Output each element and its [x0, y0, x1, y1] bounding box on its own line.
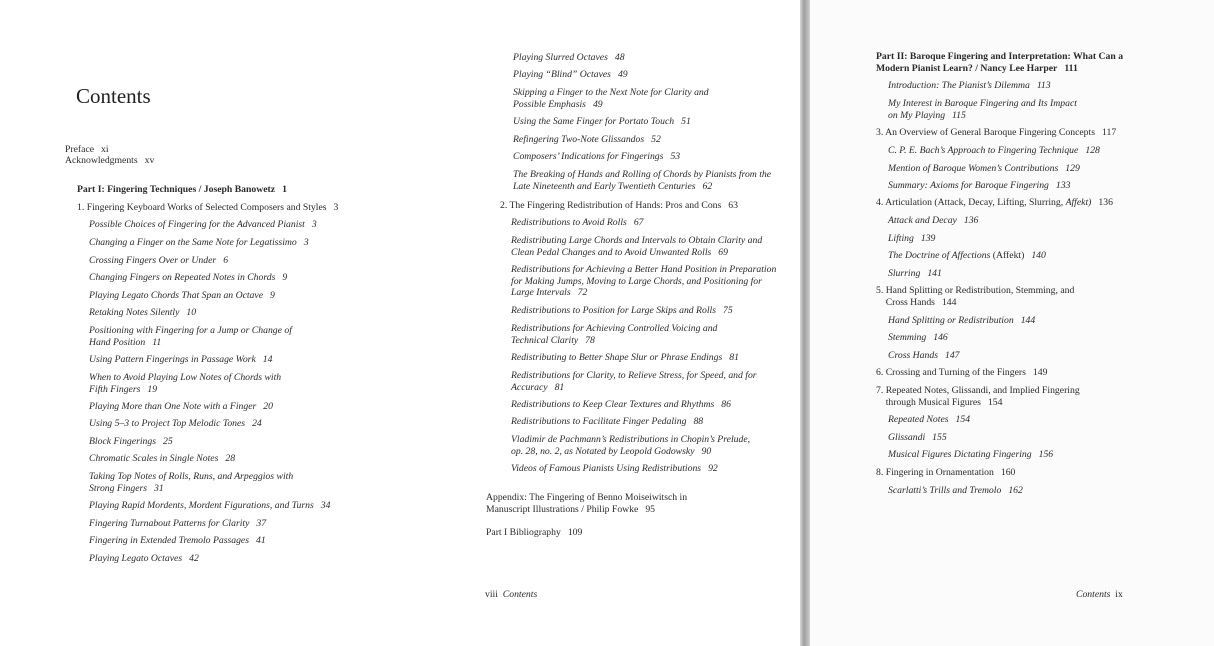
chapter-entry: 3. An Overview of General Baroque Fingering Concepts 117: [876, 127, 1117, 138]
toc-subentry: Skipping a Finger to the Next Note for Clarity and Possible Emphasis 49: [513, 87, 709, 110]
toc-subentry: Refingering Two-Note Glissandos 52: [513, 134, 661, 145]
toc-subentry: Redistributions for Achieving Controlled Voicing and Technical Clarity 78: [511, 323, 718, 346]
toc-subentry: Using 5–3 to Project Top Melodic Tones 24: [89, 418, 262, 429]
toc-subentry: Hand Splitting or Redistribution 144: [888, 315, 1036, 326]
toc-subentry: Vladimir de Pachmann’s Redistributions in Chopin’s Prelude, op. 28, no. 2, as Notated by Leopold Godowsky 90: [511, 434, 751, 457]
toc-subentry: Redistributions to Position for Large Skips and Rolls 75: [511, 305, 733, 316]
page-footer-right: Contents ix: [1076, 589, 1123, 600]
bibliography-entry: Part I Bibliography 109: [486, 527, 583, 538]
toc-subentry: Fingering in Extended Tremolo Passages 41: [89, 535, 266, 546]
toc-subentry: Playing Slurred Octaves 48: [513, 52, 625, 63]
toc-subentry: Introduction: The Pianist’s Dilemma 113: [888, 80, 1051, 91]
toc-subentry: Using the Same Finger for Portato Touch 51: [513, 116, 691, 127]
toc-entry-preface: Preface xi: [65, 144, 109, 155]
toc-subentry: Playing Legato Octaves 42: [89, 553, 199, 564]
page-footer-left: viii Contents: [485, 589, 538, 600]
toc-subentry: Chromatic Scales in Single Notes 28: [89, 453, 236, 464]
toc-subentry: Retaking Notes Silently 10: [89, 307, 197, 318]
toc-subentry: Stemming 146: [888, 332, 948, 343]
toc-subentry: Videos of Famous Pianists Using Redistributions 92: [511, 463, 718, 474]
chapter-entry: 6. Crossing and Turning of the Fingers 149: [876, 367, 1048, 378]
toc-subentry: Lifting 139: [888, 233, 936, 244]
toc-subentry: Crossing Fingers Over or Under 6: [89, 255, 229, 266]
middle-page: [403, 0, 803, 646]
book-gutter: [800, 0, 810, 646]
toc-subentry: Playing Rapid Mordents, Mordent Figurations, and Turns 34: [89, 500, 331, 511]
right-page: [810, 0, 1214, 646]
toc-subentry: Redistributions to Keep Clear Textures and Rhythms 86: [511, 399, 731, 410]
chapter-entry: 4. Articulation (Attack, Decay, Lifting, Slurring, Affekt) 136: [876, 197, 1113, 208]
toc-subentry: Changing a Finger on the Same Note for Legatissimo 3: [89, 237, 309, 248]
part-heading: Part II: Baroque Fingering and Interpretation: What Can a Modern Pianist Learn? / Nancy Lee Harper 111: [876, 51, 1124, 74]
toc-subentry: Scarlatti’s Trills and Tremolo 162: [888, 485, 1023, 496]
toc-subentry: Taking Top Notes of Rolls, Runs, and Arpeggios with Strong Fingers 31: [89, 471, 294, 494]
toc-subentry: Playing More than One Note with a Finger 20: [89, 401, 273, 412]
contents-title: Contents: [76, 84, 151, 108]
toc-subentry: Glissandi 155: [888, 432, 947, 443]
toc-subentry: Repeated Notes 154: [888, 414, 971, 425]
toc-subentry: Positioning with Fingering for a Jump or Change of Hand Position 11: [89, 325, 292, 348]
toc-subentry: Redistributing Large Chords and Intervals to Obtain Clarity and Clean Pedal Changes and to Avoid Unwanted Rolls 69: [511, 235, 763, 258]
toc-subentry: Playing “Blind” Octaves 49: [513, 69, 628, 80]
toc-subentry: Fingering Turnabout Patterns for Clarity 37: [89, 518, 267, 529]
appendix-entry: Appendix: The Fingering of Benno Moiseiwitsch in Manuscript Illustrations / Philip Fowke 95: [486, 492, 688, 515]
toc-subentry: Redistributions for Achieving a Better Hand Position in Preparation for Making Jumps, Moving to Large Chords, and Positioning for Large Intervals 72: [511, 264, 777, 298]
toc-subentry: Playing Legato Chords That Span an Octave 9: [89, 290, 275, 301]
toc-entry-acknowledgments: Acknowledgments xv: [65, 155, 155, 166]
left-page: [0, 0, 403, 646]
part-heading: Part I: Fingering Techniques / Joseph Banowetz 1: [77, 184, 287, 195]
toc-subentry: Musical Figures Dictating Fingering 156: [888, 449, 1054, 460]
toc-subentry: Summary: Axioms for Baroque Fingering 133: [888, 180, 1071, 191]
chapter-entry: 5. Hand Splitting or Redistribution, Stemming, and Cross Hands 144: [876, 285, 1075, 308]
toc-subentry: C. P. E. Bach’s Approach to Fingering Technique 128: [888, 145, 1100, 156]
toc-subentry: Redistributions to Facilitate Finger Pedaling 88: [511, 416, 704, 427]
toc-subentry: Redistributions to Avoid Rolls 67: [511, 217, 644, 228]
toc-subentry: Using Pattern Fingerings in Passage Work 14: [89, 354, 273, 365]
toc-subentry: Slurring 141: [888, 268, 942, 279]
toc-subentry: Redistributions for Clarity, to Relieve Stress, for Speed, and for Accuracy 81: [511, 370, 757, 393]
toc-subentry: Composers’ Indications for Fingerings 53: [513, 151, 681, 162]
toc-subentry: When to Avoid Playing Low Notes of Chords with Fifth Fingers 19: [89, 372, 282, 395]
toc-subentry: Changing Fingers on Repeated Notes in Chords 9: [89, 272, 288, 283]
toc-subentry: My Interest in Baroque Fingering and Its Impact on My Playing 115: [888, 98, 1077, 121]
toc-subentry: Mention of Baroque Women’s Contributions 129: [888, 163, 1080, 174]
toc-subentry: Redistributing to Better Shape Slur or Phrase Endings 81: [511, 352, 739, 363]
toc-subentry: The Doctrine of Affections (Affekt) 140: [888, 250, 1046, 261]
chapter-entry: 8. Fingering in Ornamentation 160: [876, 467, 1016, 478]
toc-subentry: Possible Choices of Fingering for the Advanced Pianist 3: [89, 219, 317, 230]
toc-subentry: Block Fingerings 25: [89, 436, 173, 447]
toc-subentry: Attack and Decay 136: [888, 215, 979, 226]
toc-subentry: The Breaking of Hands and Rolling of Chords by Pianists from the Late Nineteenth and Early Twentieth Centuries 62: [513, 169, 772, 192]
chapter-entry: 7. Repeated Notes, Glissandi, and Implied Fingering through Musical Figures 154: [876, 385, 1080, 408]
toc-subentry: Cross Hands 147: [888, 350, 960, 361]
chapter-entry: 2. The Fingering Redistribution of Hands: Pros and Cons 63: [500, 200, 738, 211]
chapter-entry: 1. Fingering Keyboard Works of Selected Composers and Styles 3: [77, 202, 339, 213]
